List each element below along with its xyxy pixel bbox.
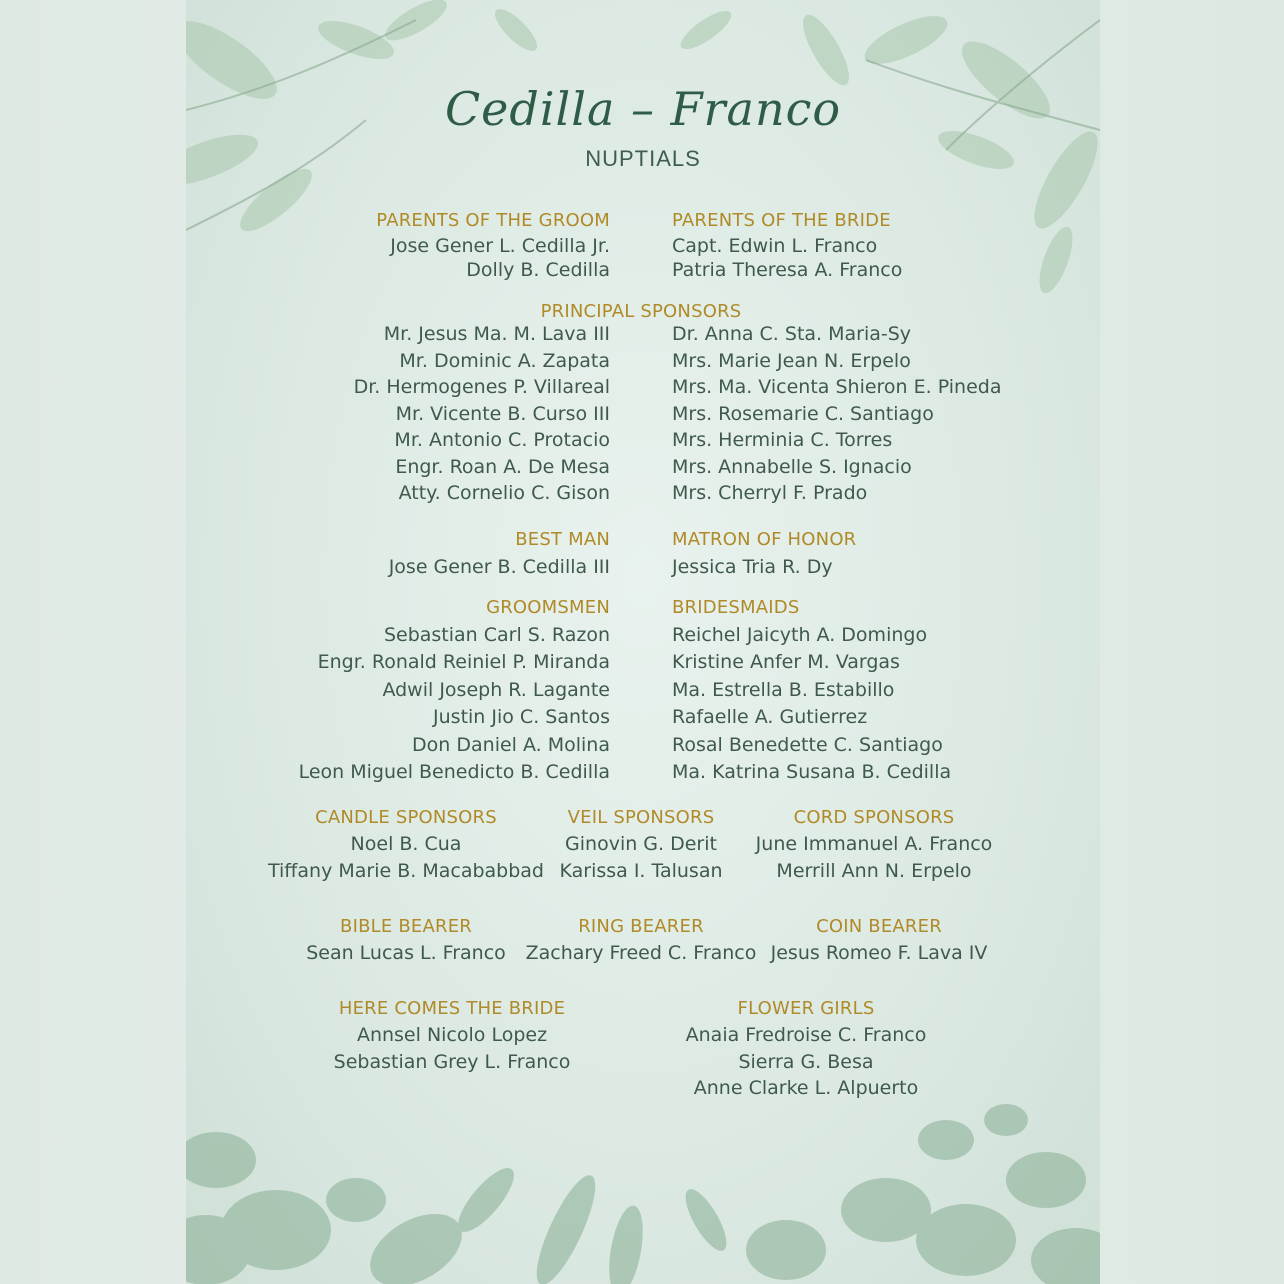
heading-coin-bearer: COIN BEARER — [816, 916, 942, 937]
name-bible-bearer: Sean Lucas L. Franco — [306, 942, 506, 964]
subtitle: NUPTIALS — [585, 146, 701, 171]
heading-principal-sponsors: PRINCIPAL SPONSORS — [540, 301, 742, 322]
bridesmaid: Ma. Estrella B. Estabillo — [672, 679, 895, 701]
heading-matron-of-honor: MATRON OF HONOR — [672, 529, 857, 550]
name-matron-of-honor: Jessica Tria R. Dy — [672, 556, 833, 578]
heading-parents-bride: PARENTS OF THE BRIDE — [672, 210, 891, 231]
heading-bible-bearer: BIBLE BEARER — [340, 916, 472, 937]
heading-bridesmaids: BRIDESMAIDS — [672, 597, 800, 618]
name-parent-bride: Capt. Edwin L. Franco — [672, 235, 878, 257]
name-here-comes: Annsel Nicolo Lopez — [356, 1024, 548, 1046]
veil-sponsor: Ginovin G. Derit — [565, 833, 717, 855]
principal-sponsor: Mrs. Rosemarie C. Santiago — [672, 403, 934, 425]
bridesmaid: Rafaelle A. Gutierrez — [672, 706, 868, 728]
principal-sponsor: Mrs. Ma. Vicenta Shieron E. Pineda — [672, 376, 1002, 398]
groomsman: Engr. Ronald Reiniel P. Miranda — [317, 651, 610, 673]
foliage-decoration — [186, 0, 1100, 1284]
principal-sponsor: Mrs. Marie Jean N. Erpelo — [672, 350, 911, 372]
groomsman: Leon Miguel Benedicto B. Cedilla — [298, 761, 610, 783]
flower-girl: Sierra G. Besa — [738, 1051, 874, 1073]
principal-sponsor: Mr. Dominic A. Zapata — [399, 350, 610, 372]
principal-sponsor: Atty. Cornelio C. Gison — [398, 482, 610, 504]
name-parent-bride: Patria Theresa A. Franco — [672, 259, 903, 281]
principal-sponsor: Dr. Anna C. Sta. Maria-Sy — [672, 323, 912, 345]
heading-candle-sponsors: CANDLE SPONSORS — [315, 807, 497, 828]
principal-sponsor: Mr. Antonio C. Protacio — [394, 429, 610, 451]
name-here-comes: Sebastian Grey L. Franco — [333, 1051, 571, 1073]
bridesmaid: Kristine Anfer M. Vargas — [672, 651, 900, 673]
principal-sponsor: Mrs. Herminia C. Torres — [672, 429, 893, 451]
program-card — [186, 0, 1100, 1284]
flower-girl: Anne Clarke L. Alpuerto — [693, 1077, 919, 1099]
name-best-man: Jose Gener B. Cedilla III — [388, 556, 610, 578]
bridesmaid: Reichel Jaicyth A. Domingo — [672, 624, 928, 646]
heading-ring-bearer: RING BEARER — [578, 916, 704, 937]
heading-groomsmen: GROOMSMEN — [486, 597, 610, 618]
bridesmaid: Rosal Benedette C. Santiago — [672, 734, 943, 756]
principal-sponsor: Dr. Hermogenes P. Villareal — [353, 376, 610, 398]
principal-sponsor: Mrs. Cherryl F. Prado — [672, 482, 868, 504]
candle-sponsor: Tiffany Marie B. Macababbad — [268, 860, 544, 882]
couple-title: Cedilla – Franco — [444, 82, 842, 136]
groomsman: Justin Jio C. Santos — [433, 706, 610, 728]
heading-parents-groom: PARENTS OF THE GROOM — [376, 210, 610, 231]
principal-sponsor: Mrs. Annabelle S. Ignacio — [672, 456, 912, 478]
heading-here-comes-the-bride: HERE COMES THE BRIDE — [338, 998, 566, 1019]
heading-flower-girls: FLOWER GIRLS — [737, 998, 875, 1019]
candle-sponsor: Noel B. Cua — [350, 833, 462, 855]
heading-veil-sponsors: VEIL SPONSORS — [567, 807, 715, 828]
principal-sponsor: Engr. Roan A. De Mesa — [395, 456, 610, 478]
groomsman: Don Daniel A. Molina — [412, 734, 610, 756]
name-parent-groom: Dolly B. Cedilla — [466, 259, 610, 281]
flower-girl: Anaia Fredroise C. Franco — [685, 1024, 927, 1046]
cord-sponsor: Merrill Ann N. Erpelo — [776, 860, 972, 882]
bridesmaid: Ma. Katrina Susana B. Cedilla — [672, 761, 952, 783]
principal-sponsor: Mr. Jesus Ma. M. Lava III — [383, 323, 610, 345]
groomsman: Adwil Joseph R. Lagante — [382, 679, 610, 701]
cord-sponsor: June Immanuel A. Franco — [755, 833, 993, 855]
name-parent-groom: Jose Gener L. Cedilla Jr. — [390, 235, 610, 257]
heading-best-man: BEST MAN — [515, 529, 610, 550]
name-coin-bearer: Jesus Romeo F. Lava IV — [770, 942, 988, 964]
groomsman: Sebastian Carl S. Razon — [383, 624, 610, 646]
veil-sponsor: Karissa I. Talusan — [559, 860, 723, 882]
principal-sponsor: Mr. Vicente B. Curso III — [395, 403, 610, 425]
heading-cord-sponsors: CORD SPONSORS — [793, 807, 955, 828]
name-ring-bearer: Zachary Freed C. Franco — [525, 942, 757, 964]
